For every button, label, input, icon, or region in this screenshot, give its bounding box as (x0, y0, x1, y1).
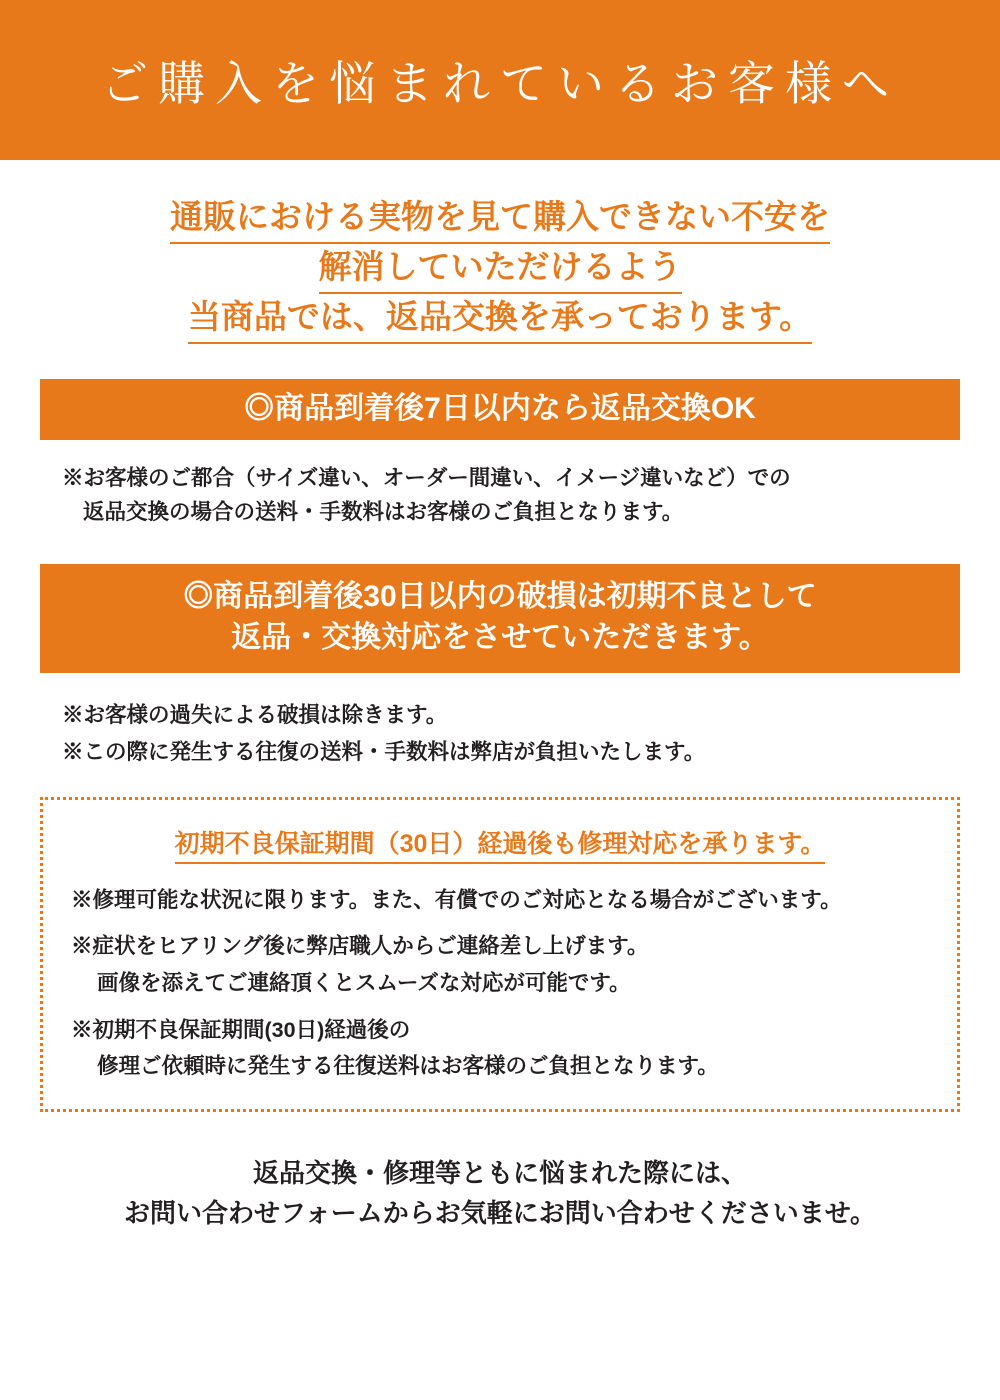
section-2-heading-line-2: 返品・交換対応をさせていただきます。 (231, 621, 769, 655)
repair-box-title-text: 初期不良保証期間（30日）経過後も修理対応を承ります。 (175, 824, 826, 864)
repair-box-line-5: 修理ご依頼時に発生する往復送料はお客様のご負担となります。 (97, 1054, 719, 1079)
section-2-heading-bar (40, 564, 960, 673)
page-title: ご購入を悩まれているお客様へ (101, 58, 899, 111)
lead-paragraph (0, 194, 1000, 344)
section-1-notes (62, 462, 938, 530)
footer-message (0, 1154, 1000, 1233)
lead-line-3-text: 当商品では、返品交換を承っております。 (188, 294, 812, 344)
header-banner (0, 0, 1000, 160)
footer-line-2: お問い合わせフォームからお気軽にお問い合わせくださいませ。 (124, 1197, 876, 1228)
repair-box-title (67, 824, 933, 864)
repair-box-line-2: ※症状をヒアリング後に弊店職人からご連絡差し上げます。 (71, 934, 649, 959)
section-2-notes (62, 697, 938, 771)
repair-box-line-4: ※初期不良保証期間(30日)経過後の (71, 1017, 411, 1042)
lead-line-2-text: 解消していただけるよう (319, 244, 682, 294)
section-1-heading-text: ◎商品到着後7日以内なら返品交換OK (244, 391, 756, 425)
repair-box-line-3: 画像を添えてご連絡頂くとスムーズな対応が可能です。 (97, 970, 631, 995)
lead-line-2 (0, 244, 1000, 294)
lead-line-1-text: 通販における実物を見て購入できない不安を (170, 194, 830, 244)
section-2-note-line-1: ※お客様の過失による破損は除きます。 (62, 702, 448, 727)
repair-box-line-1: ※修理可能な状況に限ります。また、有償でのご対応となる場合がございます。 (71, 887, 842, 912)
footer-line-1: 返品交換・修理等ともに悩まれた際には、 (252, 1157, 747, 1188)
section-2-heading-line-1: ◎商品到着後30日以内の破損は初期不良として (183, 579, 817, 613)
section-1-note-line-1: ※お客様のご都合（サイズ違い、オーダー間違い、イメージ違いなど）での (62, 465, 791, 490)
section-1-note-line-2 (62, 496, 938, 530)
section-2-note-line-2: ※この際に発生する往復の送料・手数料は弊店が負担いたします。 (62, 739, 706, 764)
lead-line-3 (0, 294, 1000, 344)
section-1-heading-bar (40, 379, 960, 440)
repair-info-box (40, 797, 960, 1112)
section-1-note-line-2-text: 返品交換の場合の送料・手数料はお客様のご負担となります。 (83, 499, 684, 524)
lead-line-1 (0, 194, 1000, 244)
